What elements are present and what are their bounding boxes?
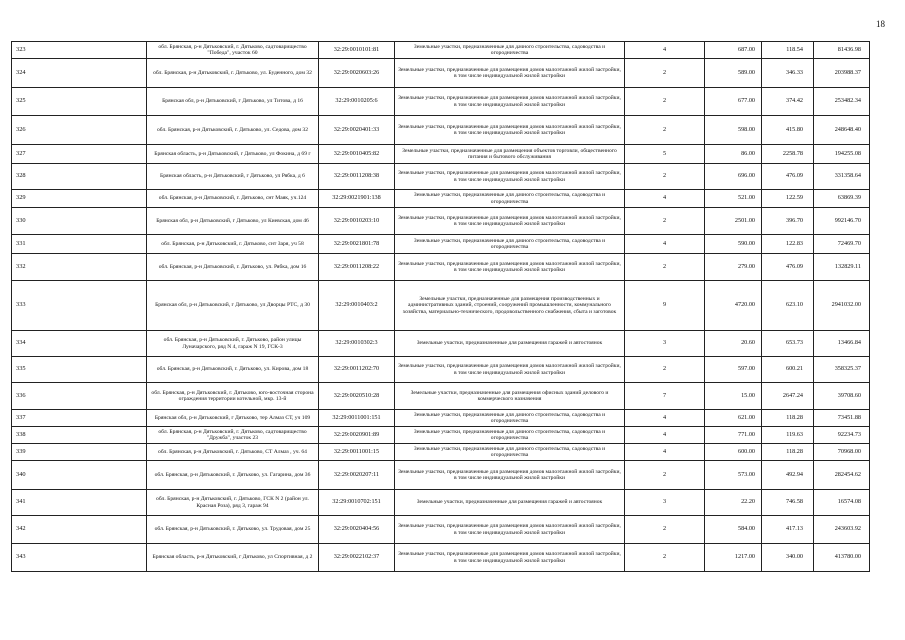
cadastral-number-cell: 32:29:0010101:81 bbox=[319, 42, 395, 59]
group-cell: 4 bbox=[625, 190, 705, 208]
cadastral-value-cell: 253482.34 bbox=[814, 88, 870, 116]
specific-value-cell: 118.54 bbox=[762, 42, 814, 59]
specific-value-cell: 346.33 bbox=[762, 59, 814, 88]
table-row bbox=[12, 42, 870, 59]
cadastral-value-cell: 248648.40 bbox=[814, 116, 870, 145]
land-purpose-cell: Земельные участки, предназначенные для дачного строительства, садоводства и огородничества bbox=[395, 190, 625, 208]
row-number: 339 bbox=[12, 444, 147, 461]
cadastral-value-cell: 358325.37 bbox=[814, 357, 870, 383]
specific-value-cell: 396.70 bbox=[762, 208, 814, 235]
specific-value-cell: 2258.78 bbox=[762, 145, 814, 164]
group-cell: 5 bbox=[625, 145, 705, 164]
specific-value-cell: 118.28 bbox=[762, 410, 814, 427]
table-row bbox=[12, 516, 870, 544]
land-purpose-cell: Земельные участки, предназначенные для дачного строительства, садоводства и огородничества bbox=[395, 235, 625, 254]
row-number: 331 bbox=[12, 235, 147, 254]
row-number: 332 bbox=[12, 254, 147, 281]
cadastral-value-table bbox=[11, 41, 870, 572]
cadastral-value-cell: 331358.64 bbox=[814, 164, 870, 190]
area-cell: 279.00 bbox=[705, 254, 762, 281]
area-cell: 598.00 bbox=[705, 116, 762, 145]
table-row bbox=[12, 427, 870, 444]
group-cell: 2 bbox=[625, 164, 705, 190]
row-number: 325 bbox=[12, 88, 147, 116]
cadastral-number-cell: 32:29:0010403:2 bbox=[319, 281, 395, 331]
land-purpose-cell: Земельные участки, предназначенные для размещения производственных и административных зданий, строений, сооружений промышленности, коммунального хозяйства, материально-технического, продовольственного снабжения, сбыта и заготовок bbox=[395, 281, 625, 331]
address-cell: обл. Брянская, р-н Дятьковский, г. Дятьково, ул. Гагарина, дом 36 bbox=[147, 461, 319, 490]
address-cell: обл. Брянская, р-н Дятьковский, г. Дятьково, ул. Рябка, дом 16 bbox=[147, 254, 319, 281]
cadastral-number-cell: 32:29:0010205:6 bbox=[319, 88, 395, 116]
area-cell: 15.00 bbox=[705, 383, 762, 410]
land-purpose-cell: Земельные участки, предназначенные для дачного строительства, садоводства и огородничества bbox=[395, 444, 625, 461]
group-cell: 2 bbox=[625, 208, 705, 235]
address-cell: Брянская обл, р-н Дятьковский, г Дятьково, ул Киевская, дом 46 bbox=[147, 208, 319, 235]
table-row bbox=[12, 254, 870, 281]
area-cell: 771.00 bbox=[705, 427, 762, 444]
cadastral-value-cell: 203988.37 bbox=[814, 59, 870, 88]
cadastral-value-cell: 992146.70 bbox=[814, 208, 870, 235]
cadastral-number-cell: 32:29:0011202:70 bbox=[319, 357, 395, 383]
cadastral-number-cell: 32:29:0021901:138 bbox=[319, 190, 395, 208]
row-number: 328 bbox=[12, 164, 147, 190]
table-row bbox=[12, 383, 870, 410]
cadastral-value-cell: 70968.00 bbox=[814, 444, 870, 461]
cadastral-value-cell: 194255.08 bbox=[814, 145, 870, 164]
address-cell: Брянская обл, р-н Дятьковский, г Дятьково, тер Алмаз СТ, уч 109 bbox=[147, 410, 319, 427]
specific-value-cell: 2647.24 bbox=[762, 383, 814, 410]
specific-value-cell: 119.63 bbox=[762, 427, 814, 444]
specific-value-cell: 623.10 bbox=[762, 281, 814, 331]
group-cell: 4 bbox=[625, 410, 705, 427]
row-number: 340 bbox=[12, 461, 147, 490]
address-cell: обл. Брянская, р-н Дятьковский, г. Дятьково, снт Маяк, уч.124 bbox=[147, 190, 319, 208]
land-purpose-cell: Земельные участки, предназначенные для размещения домов малоэтажной жилой застройки, в том числе индивидуальной жилой застройки bbox=[395, 116, 625, 145]
row-number: 327 bbox=[12, 145, 147, 164]
table-row bbox=[12, 164, 870, 190]
table-row bbox=[12, 444, 870, 461]
area-cell: 1217.00 bbox=[705, 544, 762, 572]
group-cell: 4 bbox=[625, 427, 705, 444]
cadastral-value-cell: 132829.11 bbox=[814, 254, 870, 281]
page-number: 18 bbox=[876, 19, 885, 29]
area-cell: 589.00 bbox=[705, 59, 762, 88]
row-number: 326 bbox=[12, 116, 147, 145]
land-purpose-cell: Земельные участки, предназначенные для размещения объектов торговли, общественного питания и бытового обслуживания bbox=[395, 145, 625, 164]
row-number: 337 bbox=[12, 410, 147, 427]
row-number: 335 bbox=[12, 357, 147, 383]
table-row bbox=[12, 331, 870, 357]
land-purpose-cell: Земельные участки, предназначенные для размещения домов малоэтажной жилой застройки, в том числе индивидуальной жилой застройки bbox=[395, 461, 625, 490]
row-number: 341 bbox=[12, 490, 147, 516]
cadastral-value-cell: 92234.73 bbox=[814, 427, 870, 444]
group-cell: 2 bbox=[625, 357, 705, 383]
cadastral-number-cell: 32:29:0010702:151 bbox=[319, 490, 395, 516]
land-purpose-cell: Земельные участки, предназначенные для размещения домов малоэтажной жилой застройки, в том числе индивидуальной жилой застройки bbox=[395, 544, 625, 572]
address-cell: Брянская обл, р-н Дятьковский, г Дятьково, ул Дворцы РТС, д 30 bbox=[147, 281, 319, 331]
cadastral-value-cell: 39708.60 bbox=[814, 383, 870, 410]
specific-value-cell: 492.94 bbox=[762, 461, 814, 490]
table-row bbox=[12, 208, 870, 235]
land-purpose-cell: Земельные участки, предназначенные для размещения домов малоэтажной жилой застройки, в том числе индивидуальной жилой застройки bbox=[395, 357, 625, 383]
group-cell: 4 bbox=[625, 444, 705, 461]
table-row bbox=[12, 410, 870, 427]
address-cell: обл. Брянская, р-н Дятьковский, г. Дятьково, ГСК N 2 (район ул. Красная Роза), ряд 3, гараж 94 bbox=[147, 490, 319, 516]
land-purpose-cell: Земельные участки, предназначенные для размещения домов малоэтажной жилой застройки, в том числе индивидуальной жилой застройки bbox=[395, 208, 625, 235]
area-cell: 590.00 bbox=[705, 235, 762, 254]
cadastral-value-cell: 81436.98 bbox=[814, 42, 870, 59]
row-number: 324 bbox=[12, 59, 147, 88]
group-cell: 9 bbox=[625, 281, 705, 331]
row-number: 338 bbox=[12, 427, 147, 444]
table-body bbox=[12, 42, 870, 572]
address-cell: обл. Брянская, р-н Дятьковский, г. Дятьково, снт Заря, уч 58 bbox=[147, 235, 319, 254]
cadastral-number-cell: 32:29:0011208:22 bbox=[319, 254, 395, 281]
area-cell: 696.00 bbox=[705, 164, 762, 190]
address-cell: обл. Брянская, р-н Дятьковский, г. Дятьково, район улицы Луначарского, ряд N 4, гараж N 19, ГСК-3 bbox=[147, 331, 319, 357]
table-row bbox=[12, 190, 870, 208]
row-number: 343 bbox=[12, 544, 147, 572]
specific-value-cell: 374.42 bbox=[762, 88, 814, 116]
cadastral-number-cell: 32:29:0011001:15 bbox=[319, 444, 395, 461]
cadastral-number-cell: 32:29:0020404:56 bbox=[319, 516, 395, 544]
specific-value-cell: 122.59 bbox=[762, 190, 814, 208]
cadastral-number-cell: 32:29:0020901:89 bbox=[319, 427, 395, 444]
area-cell: 584.00 bbox=[705, 516, 762, 544]
address-cell: Брянская область, р-н Дятьковский, г Дятьково, ул Фокина, д 69 г bbox=[147, 145, 319, 164]
area-cell: 2501.00 bbox=[705, 208, 762, 235]
row-number: 333 bbox=[12, 281, 147, 331]
specific-value-cell: 122.83 bbox=[762, 235, 814, 254]
address-cell: обл. Брянская, р-н Дятьковский, г. Дятьково, СТ Алмаз , уч. 64 bbox=[147, 444, 319, 461]
cadastral-number-cell: 32:29:0020603:26 bbox=[319, 59, 395, 88]
cadastral-value-cell: 282454.62 bbox=[814, 461, 870, 490]
address-cell: Брянская область, р-н Дятьковский, г Дятьково, ул Спортивная, д 2 bbox=[147, 544, 319, 572]
cadastral-number-cell: 32:29:0011001:151 bbox=[319, 410, 395, 427]
specific-value-cell: 118.28 bbox=[762, 444, 814, 461]
land-purpose-cell: Земельные участки, предназначенные для дачного строительства, садоводства и огородничества bbox=[395, 42, 625, 59]
cadastral-number-cell: 32:29:0010405:82 bbox=[319, 145, 395, 164]
table-row bbox=[12, 88, 870, 116]
table-row bbox=[12, 544, 870, 572]
group-cell: 4 bbox=[625, 235, 705, 254]
specific-value-cell: 653.73 bbox=[762, 331, 814, 357]
cadastral-value-cell: 16574.08 bbox=[814, 490, 870, 516]
address-cell: обл. Брянская, р-н Дятьковский, г. Дятьково, ул. Седова, дом 32 bbox=[147, 116, 319, 145]
table-row bbox=[12, 490, 870, 516]
land-purpose-cell: Земельные участки, предназначенные для размещения домов малоэтажной жилой застройки, в том числе индивидуальной жилой застройки bbox=[395, 164, 625, 190]
area-cell: 4720.00 bbox=[705, 281, 762, 331]
row-number: 329 bbox=[12, 190, 147, 208]
specific-value-cell: 600.21 bbox=[762, 357, 814, 383]
cadastral-value-cell: 413780.00 bbox=[814, 544, 870, 572]
cadastral-number-cell: 32:29:0020401:33 bbox=[319, 116, 395, 145]
group-cell: 2 bbox=[625, 461, 705, 490]
group-cell: 7 bbox=[625, 383, 705, 410]
group-cell: 3 bbox=[625, 331, 705, 357]
group-cell: 2 bbox=[625, 88, 705, 116]
area-cell: 597.00 bbox=[705, 357, 762, 383]
area-cell: 677.00 bbox=[705, 88, 762, 116]
area-cell: 687.00 bbox=[705, 42, 762, 59]
land-purpose-cell: Земельные участки, предназначенные для дачного строительства, садоводства и огородничества bbox=[395, 410, 625, 427]
land-purpose-cell: Земельные участки, предназначенные для размещения домов малоэтажной жилой застройки, в том числе индивидуальной жилой застройки bbox=[395, 254, 625, 281]
address-cell: обл. Брянская, р-н Дятьковский, г. Дятьково, ул. Кирова, дом 18 bbox=[147, 357, 319, 383]
specific-value-cell: 746.58 bbox=[762, 490, 814, 516]
land-purpose-cell: Земельные участки, предназначенные для размещения гаражей и автостоянок bbox=[395, 331, 625, 357]
area-cell: 22.20 bbox=[705, 490, 762, 516]
group-cell: 3 bbox=[625, 490, 705, 516]
address-cell: обл. Брянская, р-н Дятьковский, г. Дятьково, садтоварищество "Победа", участок 60 bbox=[147, 42, 319, 59]
cadastral-number-cell: 32:29:0020510:28 bbox=[319, 383, 395, 410]
row-number: 330 bbox=[12, 208, 147, 235]
specific-value-cell: 417.13 bbox=[762, 516, 814, 544]
land-purpose-cell: Земельные участки, предназначенные для размещения домов малоэтажной жилой застройки, в том числе индивидуальной жилой застройки bbox=[395, 88, 625, 116]
cadastral-value-cell: 63869.39 bbox=[814, 190, 870, 208]
group-cell: 2 bbox=[625, 516, 705, 544]
group-cell: 2 bbox=[625, 254, 705, 281]
group-cell: 2 bbox=[625, 544, 705, 572]
row-number: 334 bbox=[12, 331, 147, 357]
group-cell: 4 bbox=[625, 42, 705, 59]
area-cell: 600.00 bbox=[705, 444, 762, 461]
specific-value-cell: 415.80 bbox=[762, 116, 814, 145]
address-cell: обл. Брянская, р-н Дятьковский, г. Дятьково, садтоварищество "Дружба", участок 23 bbox=[147, 427, 319, 444]
specific-value-cell: 476.09 bbox=[762, 254, 814, 281]
table-row bbox=[12, 281, 870, 331]
address-cell: обл. Брянская, р-н Дятьковский, г. Дятьково, юго-восточная сторона ограждения территории котельной, мкр. 13-й bbox=[147, 383, 319, 410]
area-cell: 521.00 bbox=[705, 190, 762, 208]
group-cell: 2 bbox=[625, 59, 705, 88]
cadastral-number-cell: 32:29:0021801:78 bbox=[319, 235, 395, 254]
address-cell: Брянская область, р-н Дятьковский, г Дятьково, ул Рябка, д 6 bbox=[147, 164, 319, 190]
area-cell: 621.00 bbox=[705, 410, 762, 427]
row-number: 336 bbox=[12, 383, 147, 410]
area-cell: 86.00 bbox=[705, 145, 762, 164]
address-cell: обл. Брянская, р-н Дятьковский, г. Дятьково, ул. Трудовая, дом 25 bbox=[147, 516, 319, 544]
land-purpose-cell: Земельные участки, предназначенные для размещения домов малоэтажной жилой застройки, в том числе индивидуальной жилой застройки bbox=[395, 59, 625, 88]
land-purpose-cell: Земельные участки, предназначенные для дачного строительства, садоводства и огородничества bbox=[395, 427, 625, 444]
land-purpose-cell: Земельные участки, предназначенные для размещения гаражей и автостоянок bbox=[395, 490, 625, 516]
group-cell: 2 bbox=[625, 116, 705, 145]
area-cell: 573.00 bbox=[705, 461, 762, 490]
table-row bbox=[12, 116, 870, 145]
cadastral-value-cell: 72469.70 bbox=[814, 235, 870, 254]
cadastral-number-cell: 32:29:0011208:38 bbox=[319, 164, 395, 190]
table-row bbox=[12, 59, 870, 88]
area-cell: 20.60 bbox=[705, 331, 762, 357]
row-number: 342 bbox=[12, 516, 147, 544]
cadastral-value-cell: 13466.84 bbox=[814, 331, 870, 357]
cadastral-number-cell: 32:29:0022102:37 bbox=[319, 544, 395, 572]
cadastral-number-cell: 32:29:0010203:10 bbox=[319, 208, 395, 235]
cadastral-value-cell: 2941032.00 bbox=[814, 281, 870, 331]
cadastral-number-cell: 32:29:0020207:11 bbox=[319, 461, 395, 490]
row-number: 323 bbox=[12, 42, 147, 59]
cadastral-value-cell: 243603.92 bbox=[814, 516, 870, 544]
address-cell: обл. Брянская, р-н Дятьковский, г. Дятьково, ул. Буденного, дом 32 bbox=[147, 59, 319, 88]
specific-value-cell: 476.09 bbox=[762, 164, 814, 190]
land-purpose-cell: Земельные участки, предназначенные для размещения домов малоэтажной жилой застройки, в том числе индивидуальной жилой застройки bbox=[395, 516, 625, 544]
table-row bbox=[12, 357, 870, 383]
specific-value-cell: 340.00 bbox=[762, 544, 814, 572]
cadastral-value-cell: 73451.88 bbox=[814, 410, 870, 427]
address-cell: Брянская обл, р-н Дятьковский, г Дятьково, ул Титова, д 16 bbox=[147, 88, 319, 116]
cadastral-number-cell: 32:29:0010302:3 bbox=[319, 331, 395, 357]
table-row bbox=[12, 145, 870, 164]
table-row bbox=[12, 235, 870, 254]
land-purpose-cell: Земельные участки, предназначенные для размещения офисных зданий делового и коммерческого назначения bbox=[395, 383, 625, 410]
table-row bbox=[12, 461, 870, 490]
